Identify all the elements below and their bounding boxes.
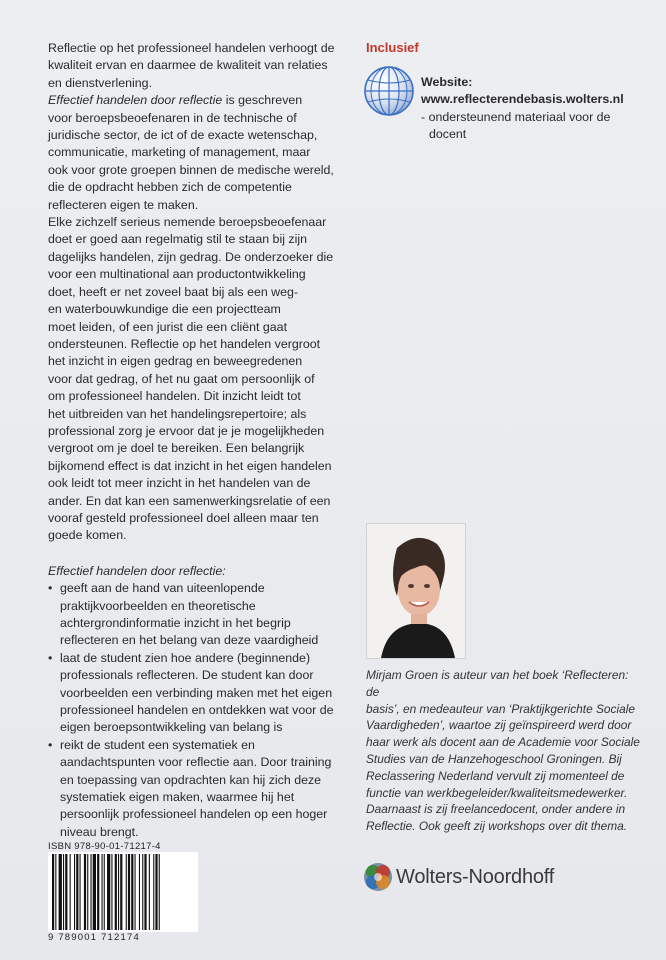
barcode-bar	[131, 854, 133, 930]
feature-list	[48, 580, 344, 841]
bio-line: functie van werkbegeleider/kwaliteitsmedewerker.	[366, 785, 628, 800]
barcode-bar	[139, 854, 140, 930]
barcode-bar	[128, 854, 130, 930]
argument-line: professional zorg je ervoor dat je je mogelijkheden	[48, 423, 325, 438]
bio-line: Vaardigheden’, waartoe zij geïnspireerd werd door	[366, 718, 632, 733]
website-info	[421, 74, 651, 144]
barcode-bar	[102, 854, 103, 930]
list-item-line: eigen beroepsontwikkeling van belang is	[60, 720, 283, 735]
bio-line: Reflectie. Ook geeft zij workshops over dit thema.	[366, 819, 628, 834]
intro-line: en dienstverlening.	[48, 75, 153, 90]
argument-line: om professioneel handelen. Dit inzicht leidt tot	[48, 389, 301, 404]
website-label: Website:	[421, 75, 473, 89]
scope-line: reflecteren eigen te maken.	[48, 197, 199, 212]
scope-line: is geschreven	[222, 93, 303, 108]
barcode-bar	[149, 854, 150, 930]
intro-paragraph	[48, 40, 344, 92]
scope-paragraph	[48, 92, 344, 214]
barcode-bar	[153, 854, 154, 930]
barcode-bar	[76, 854, 78, 930]
barcode-digits: 9 789001 712174	[48, 932, 140, 943]
list-item-line: reflecteren en het belang van deze vaardigheid	[60, 633, 319, 648]
barcode-bar	[74, 854, 75, 930]
barcode	[48, 852, 198, 932]
barcode-bar	[120, 854, 122, 930]
argument-paragraph	[48, 214, 344, 545]
publisher-name: Wolters-Noordhoff	[396, 865, 555, 888]
intro-line: Reflectie op het professioneel handelen verhoogt de	[48, 41, 335, 55]
scope-line: ook voor grote groepen binnen de medische wereld,	[48, 162, 334, 177]
argument-line: goede komen.	[48, 528, 127, 543]
barcode-bar	[159, 854, 160, 930]
argument-line: voor dat gedrag, of het nu gaat om persoonlijk of	[48, 371, 315, 386]
list-item	[48, 580, 344, 650]
scope-line: die de opdracht hebben zich de competentie	[48, 180, 292, 195]
scope-line: juridische sector, de ict of de exacte wetenschap,	[48, 128, 318, 143]
argument-line: dagelijks handelen, zijn gedrag. De onderzoeker die	[48, 249, 334, 264]
argument-line: ander. En dat kan een samenwerkingsrelatie of een	[48, 493, 331, 508]
barcode-bar	[52, 854, 54, 930]
barcode-bar	[111, 854, 112, 930]
barcode-bar	[97, 854, 99, 930]
website-url[interactable]: www.reflecterendebasis.wolters.nl	[421, 92, 624, 107]
list-item-line: professionals reflecteren. De student kan door	[60, 668, 314, 683]
argument-line: moet leiden, of een jurist die een cliënt gaat	[48, 319, 288, 334]
barcode-bar	[55, 854, 56, 930]
list-item-line: reikt de student een systematiek en	[60, 737, 255, 752]
list-item-line: niveau brengt.	[60, 824, 139, 839]
argument-line: vooraf gesteld professioneel doel alleen maar ten	[48, 510, 319, 525]
scope-line: voor beroepsbeoefenaren in de technische of	[48, 110, 297, 125]
isbn: ISBN 978-90-01-71217-4	[48, 841, 161, 852]
bio-line: Reclassering Nederland vervult zij momenteel de	[366, 768, 625, 783]
bio-line: Daarnaast is zij freelancedocent, onder andere in	[366, 802, 626, 817]
list-item-line: laat de student zien hoe andere (beginnende)	[60, 650, 311, 665]
barcode-bar	[87, 854, 88, 930]
barcode-bar	[91, 854, 92, 930]
list-item-line: praktijkvoorbeelden en theoretische	[60, 598, 256, 613]
barcode-bar	[144, 854, 146, 930]
barcode-bar	[65, 854, 67, 930]
argument-line: Elke zichzelf serieus nemende beroepsbeoefenaar	[48, 215, 327, 230]
inclusief-heading: Inclusief	[366, 40, 419, 55]
intro-line: kwaliteit ervan en daarmee de kwaliteit van relaties	[48, 58, 328, 73]
argument-line: het uitbreiden van het handelingsrepertoire; als	[48, 406, 307, 421]
barcode-bar	[115, 854, 117, 930]
argument-line: bijkomend effect is dat inzicht in het eigen handelen	[48, 458, 332, 473]
website-description: docent	[429, 127, 467, 142]
barcode-bar	[63, 854, 64, 930]
website-description: - ondersteunend materiaal voor de	[421, 109, 611, 124]
list-item-line: geeft aan de hand van uiteenlopende	[60, 581, 265, 596]
scope-line: communicatie, marketing of management, maar	[48, 145, 311, 160]
argument-line: en waterbouwkundige die een projectteam	[48, 302, 281, 317]
barcode-bar	[118, 854, 119, 930]
barcode-bar	[135, 854, 136, 930]
book-title-italic: Effectief handelen door reflectie	[48, 93, 223, 108]
barcode-bar	[126, 854, 127, 930]
barcode-bar	[84, 854, 86, 930]
list-item-line: persoonlijk professioneel handelen op een hoger	[60, 807, 328, 822]
list-item	[48, 650, 344, 737]
author-bio	[366, 667, 642, 835]
wolters-noordhoff-logo	[362, 861, 394, 893]
argument-line: doet er goed aan regelmatig stil te staan bij zijn	[48, 232, 307, 247]
bio-line: basis’, en medeauteur van ‘Praktijkgerichte Sociale	[366, 701, 636, 716]
barcode-bar	[80, 854, 81, 930]
list-heading: Effectief handelen door reflectie:	[48, 563, 226, 578]
author-photo	[366, 523, 466, 659]
publisher-logo	[362, 860, 554, 894]
list-item-line: achtergrondinformatie inzicht in het begrip	[60, 616, 291, 630]
barcode-bar	[104, 854, 105, 930]
barcode-bar	[59, 854, 62, 930]
argument-line: ook leidt tot meer inzicht in het handelen van de	[48, 476, 311, 491]
bio-line: Studies van de Hanzehogeschool Groningen. Bij	[366, 751, 622, 766]
argument-line: het inzicht in eigen gedrag en beweegredenen	[48, 354, 303, 369]
description-column	[48, 40, 344, 841]
list-item-line: en toepassing van opdrachten kan hij zich deze	[60, 772, 322, 787]
argument-line: vergroot om je doel te bereiken. Een belangrijk	[48, 441, 305, 456]
list-item-line: aandachtspunten voor reflectie aan. Door training	[60, 755, 332, 770]
barcode-bar	[107, 854, 110, 930]
list-item-line: professioneel handelen en ontdekken wat voor de	[60, 703, 334, 718]
list-item-line: systematiek eigen maken, waarmee hij het	[60, 790, 295, 805]
barcode-bar	[93, 854, 96, 930]
argument-line: voor een multinational aan productontwikkeling	[48, 267, 306, 282]
argument-line: ondersteunen. Reflectie op het handelen vergroot	[48, 336, 321, 351]
barcode-bar	[142, 854, 143, 930]
argument-line: doet, heeft er net zoveel baat bij als een weg-	[48, 284, 299, 299]
barcode-bar	[155, 854, 157, 930]
globe-icon	[362, 64, 416, 118]
list-item-line: voorbeelden een verbinding maken met het eigen	[60, 685, 333, 700]
list-item	[48, 737, 344, 841]
bio-line: haar werk als docent aan de Academie voor Sociale	[366, 735, 640, 750]
bio-line: Mirjam Groen is auteur van het boek ‘Reflecteren: de	[366, 668, 629, 699]
barcode-bar	[70, 854, 71, 930]
